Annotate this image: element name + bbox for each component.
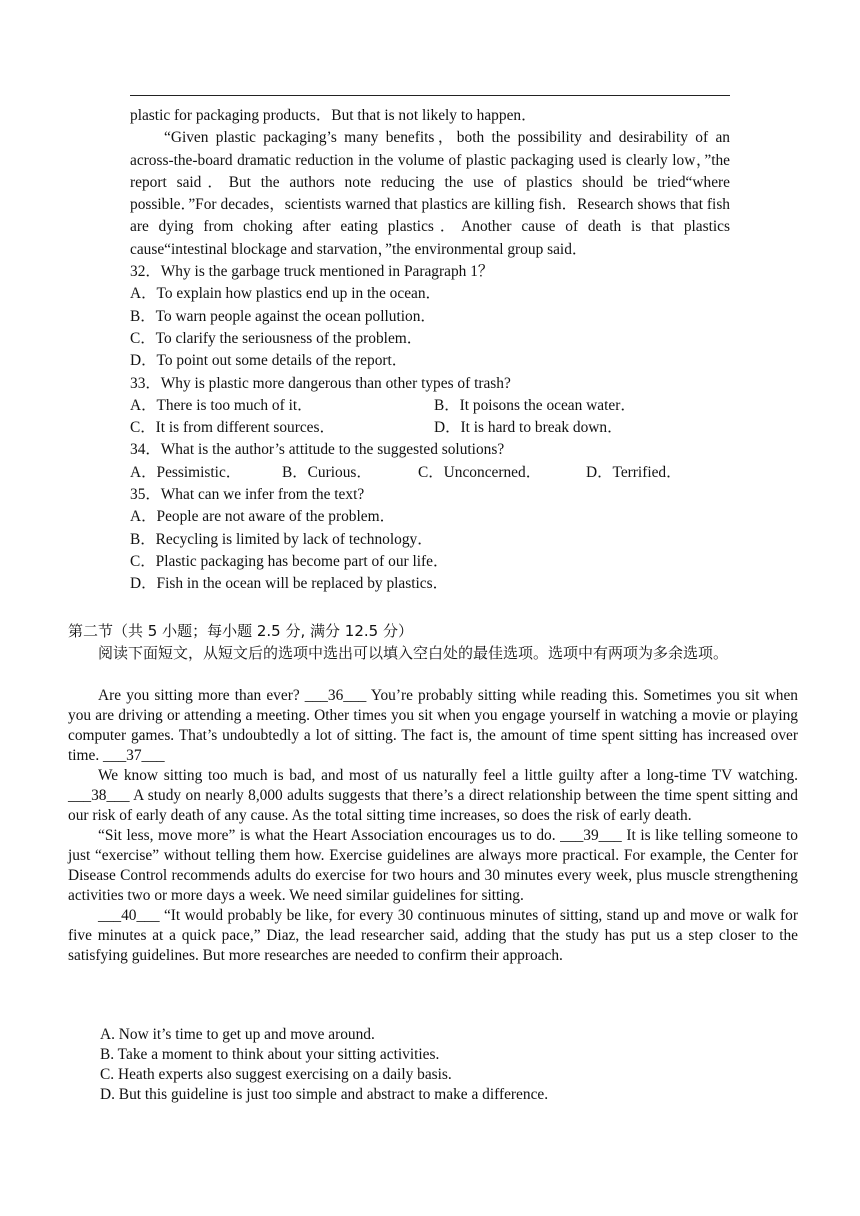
choice-d[interactable]: D. But this guideline is just too simple and abstract to make a difference. [100,1086,549,1103]
question-34-options-row [130,462,730,484]
question-33-option-b[interactable]: B．It poisons the ocean water． [434,396,636,414]
question-35-option-d[interactable]: D．Fish in the ocean will be replaced by plastics． [130,575,448,593]
cloze-paragraph-2: We know sitting too much is bad, and most of us naturally feel a little guilty after a long-time TV watching. ___38___ A study on nearly 8,000 adults suggests that there’s a direct relationship between the time spent sitting and our risk of early death of any cause. As the total sitting time increases, so does the risk of early death. [68,767,798,824]
question-33-option-d[interactable]: D．It is hard to break down． [434,419,623,437]
question-32-option-d[interactable]: D．To point out some details of the report． [130,352,408,370]
question-33-option-c[interactable]: C．It is from different sources． [130,419,335,437]
question-34-option-c[interactable]: C．Unconcerned． [418,463,542,481]
question-35-option-c[interactable]: C．Plastic packaging has become part of our life． [130,552,449,570]
question-33-options-row-1 [130,395,730,417]
choice-b[interactable]: B. Take a moment to think about your sitting activities. [100,1046,440,1063]
question-35-option-a[interactable]: A．People are not aware of the problem． [130,508,395,526]
choice-c[interactable]: C. Heath experts also suggest exercising on a daily basis. [100,1066,452,1083]
choice-a[interactable]: A. Now it’s time to get up and move around. [100,1026,375,1043]
cloze-paragraph-1: Are you sitting more than ever? ___36___ You’re probably sitting while reading this. Sometimes you sit when you are driving or attending a meeting. Other times you sit when you engage yourself in watching a movie or playing computer games. That’s undoubtedly a lot of sitting. The fact is, the amount of time spent sitting has increased over time. ___37___ [68,687,798,764]
section-2-instruction: 阅读下面短文，从短文后的选项中选出可以填入空白处的最佳选项。选项中有两项为多余选项。 [98,644,729,662]
header-rule [130,95,730,96]
question-33-options-row-2 [130,417,730,439]
passage-line-0: plastic for packaging products．But that is not likely to happen． [130,107,537,124]
question-34-option-b[interactable]: B．Curious． [282,463,372,481]
reading-passage [130,105,730,596]
question-34-option-a[interactable]: A．Pessimistic． [130,463,242,481]
question-32-stem: 32．Why is the garbage truck mentioned in Paragraph 1？ [130,263,494,281]
question-33-option-a[interactable]: A．There is too much of it． [130,396,313,414]
question-35-stem: 35．What can we infer from the text? [130,486,365,504]
question-32-option-b[interactable]: B．To warn people against the ocean pollution． [130,307,436,325]
question-32-option-c[interactable]: C．To clarify the seriousness of the problem． [130,329,423,347]
section-2-title: 第二节（共 5 小题；每小题 2.5 分, 满分 12.5 分） [68,622,413,640]
question-33-stem: 33．Why is plastic more dangerous than other types of trash? [130,374,511,392]
cloze-passage [68,686,798,966]
passage-paragraph: “Given plastic packaging’s many benefits，both the possibility and desirability of an across-the-board dramatic reduction in the volume of plastic packaging used is clearly low，”the report said．But the authors note reducing the use of plastics should be tried“where possible．”For decades，scientists warned that plastics are killing fish．Research shows that fish are dying from choking after eating plastics．Another cause of death is that plastics cause“intestinal blockage and starvation，”the environmental group said． [130,129,730,258]
cloze-paragraph-3: “Sit less, move more” is what the Heart Association encourages us to do. ___39___ It is like telling someone to just “exercise” without telling them how. Exercise guidelines are always more practical. For example, the Center for Disease Control recommends adults do exercise for two hours and 30 minutes every week, plus muscle strengthening activities two or more days a week. We need similar guidelines for sitting. [68,827,798,904]
cloze-choices [100,1025,800,1105]
question-35-option-b[interactable]: B．Recycling is limited by lack of technology． [130,530,433,548]
question-32-option-a[interactable]: A．To explain how plastics end up in the ocean． [130,285,441,303]
question-34-stem: 34．What is the author’s attitude to the suggested solutions? [130,441,505,459]
cloze-paragraph-4: ___40___ “It would probably be like, for every 30 continuous minutes of sitting, stand up and move or walk for five minutes at a quick pace,” Diaz, the lead researcher said, adding that the study has put us a step closer to the satisfying guidelines. But more researches are needed to confirm their approach. [68,907,798,964]
section-2-header [68,620,798,664]
question-34-option-d[interactable]: D．Terrified． [586,463,682,481]
